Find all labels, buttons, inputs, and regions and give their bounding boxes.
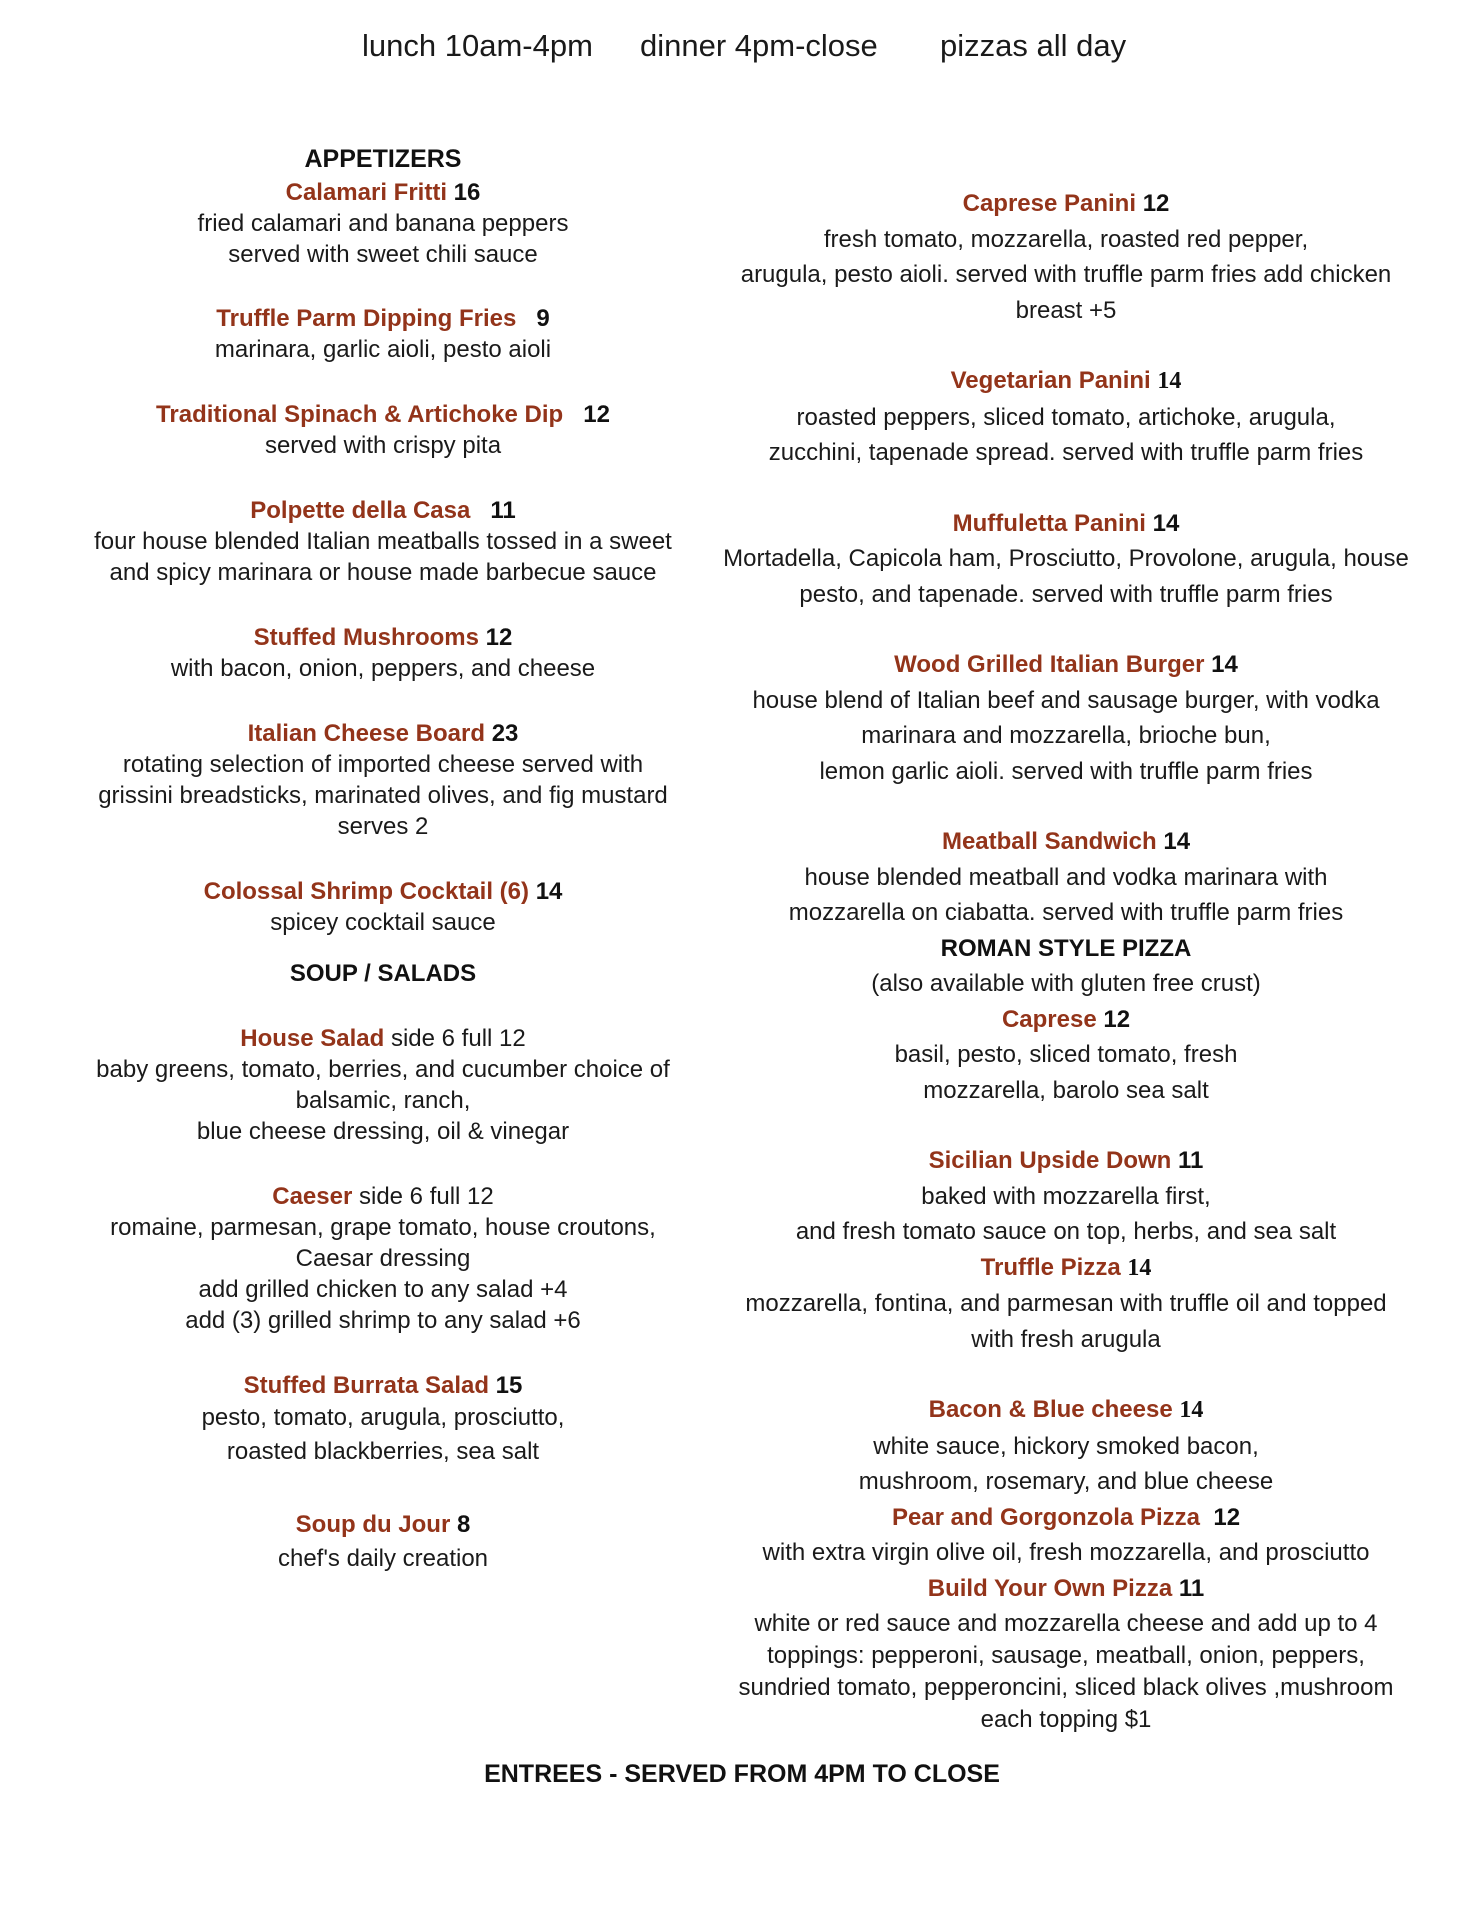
item-desc: romaine, parmesan, grape tomato, house croutons, [110,1214,656,1241]
item-name: Caeser [272,1183,353,1210]
item-price: 23 [491,720,519,747]
menu-item-soup-du-jour [78,1509,688,1577]
item-name: Polpette della Casa [250,497,471,524]
menu-item-meatball-sandwich [706,824,1426,931]
item-name: Muffuletta Panini [952,509,1146,537]
item-desc: four house blended Italian meatballs tossed in a sweet [94,528,672,555]
menu-item-calamari [78,177,688,270]
item-desc: chef's daily creation [277,1545,489,1572]
menu-item-vegetarian-panini [706,363,1426,471]
item-price: 12 [1103,1005,1131,1033]
item-desc: grissini breadsticks, marinated olives, and fig mustard [98,782,668,809]
item-price: 14 [1163,828,1191,855]
item-desc: spicey cocktail sauce [270,909,496,936]
item-name: Bacon & Blue cheese [928,1396,1173,1423]
menu-item-stuffed-mushrooms [78,622,688,684]
item-price: 12 [485,624,513,651]
item-desc: and spicy marinara or house made barbecue sauce [109,559,657,586]
item-desc: blue cheese dressing, oil & vinegar [196,1118,570,1145]
item-desc: sundried tomato, pepperoncini, sliced black olives ,mushroom [738,1674,1394,1701]
item-desc: mozzarella on ciabatta. served with truffle parm fries [788,899,1344,926]
item-price: 14 [1211,651,1238,678]
menu-item-fries [78,303,688,365]
item-desc: basil, pesto, sliced tomato, fresh [894,1041,1238,1068]
item-desc: mozzarella, barolo sea salt [923,1076,1209,1104]
item-desc: add (3) grilled shrimp to any salad +6 [185,1307,581,1334]
item-desc: breast +5 [1015,296,1117,324]
item-name: Stuffed Mushrooms [253,624,479,651]
item-price: side 6 full 12 [390,1025,526,1052]
item-desc: served with sweet chili sauce [228,241,538,268]
item-desc: baked with mozzarella first, [921,1182,1211,1210]
menu-item-caeser [78,1181,688,1336]
item-desc: balsamic, ranch, [295,1087,471,1114]
item-desc: rotating selection of imported cheese served with [122,751,644,778]
item-name: Pear and Gorgonzola Pizza [891,1503,1200,1531]
item-desc: and fresh tomato sauce on top, herbs, and sea salt [795,1218,1337,1245]
item-desc: roasted blackberries, sea salt [226,1438,540,1465]
item-desc: lemon garlic aioli. served with truffle parm fries [819,757,1313,785]
menu-item-caprese-pizza [706,1002,1426,1109]
item-desc: white or red sauce and mozzarella cheese and add up to 4 [754,1610,1378,1637]
entrees-heading: ENTREES - SERVED FROM 4PM TO CLOSE [484,1760,1000,1788]
item-name: Soup du Jour [295,1511,451,1538]
item-name: Wood Grilled Italian Burger [894,651,1205,678]
dinner-hours: dinner 4pm-close [640,28,878,63]
hours-bar [0,28,1484,78]
item-price: 14 [1157,368,1182,394]
item-desc: mushroom, rosemary, and blue cheese [858,1468,1274,1495]
item-desc: pesto, and tapenade. served with truffle parm fries [799,580,1333,608]
item-desc: fresh tomato, mozzarella, roasted red pepper, [823,225,1309,253]
item-desc: add grilled chicken to any salad +4 [198,1276,568,1303]
menu-item-muffuletta-panini [706,506,1426,613]
item-desc: marinara and mozzarella, brioche bun, [861,722,1271,749]
menu-item-pear-gorgonzola [706,1500,1426,1571]
menu-item-caprese-panini [706,186,1426,328]
gluten-free-note: (also available with gluten free crust) [871,970,1261,997]
item-name: Caprese [1001,1005,1097,1033]
item-desc: toppings: pepperoni, sausage, meatball, onion, peppers, [767,1642,1365,1669]
item-desc: Mortadella, Capicola ham, Prosciutto, Provolone, arugula, house [723,545,1409,572]
appetizers-heading: APPETIZERS [304,145,462,173]
item-desc: baby greens, tomato, berries, and cucumber choice of [96,1056,670,1083]
lunch-hours: lunch 10am-4pm [362,28,593,63]
item-price: 8 [456,1511,471,1538]
menu-item-spinach-dip [78,399,688,461]
pizza-hours: pizzas all day [940,28,1127,63]
item-price: 11 [1178,1147,1204,1174]
item-desc: zucchini, tapenade spread. served with truffle parm fries [768,439,1364,466]
item-desc: with fresh arugula [971,1325,1161,1353]
item-desc: marinara, garlic aioli, pesto aioli [214,336,552,363]
item-price: side 6 full 12 [358,1183,494,1210]
item-price: 12 [1142,190,1170,217]
item-name: Caprese Panini [962,190,1137,217]
item-name: Stuffed Burrata Salad [243,1372,489,1399]
item-name: Vegetarian Panini [950,367,1151,394]
item-name: Build Your Own Pizza [927,1574,1173,1602]
item-name: Traditional Spinach & Artichoke Dip [156,401,564,428]
item-desc: roasted peppers, sliced tomato, artichoke, arugula, [796,403,1336,431]
item-name: Meatball Sandwich [941,828,1157,855]
item-desc: with bacon, onion, peppers, and cheese [170,655,596,682]
item-desc: fried calamari and banana peppers [197,210,569,237]
item-price: 14 [1127,1254,1152,1281]
item-price: 12 [1213,1503,1241,1531]
item-desc: house blended meatball and vodka marinara with [804,863,1328,891]
menu-item-polpette [78,495,688,588]
right-column [706,186,1426,1736]
menu-item-shrimp-cocktail [78,876,688,938]
item-price: 11 [490,497,516,524]
menu-item-build-your-own [706,1571,1426,1737]
menu-item-bacon-blue-cheese [706,1392,1426,1500]
roman-pizza-heading: ROMAN STYLE PIZZA [940,934,1192,962]
item-price: 14 [535,878,563,905]
menu-item-italian-burger [706,647,1426,789]
item-desc: serves 2 [337,813,429,840]
item-name: Truffle Pizza [980,1253,1121,1281]
item-name: House Salad [240,1025,385,1052]
item-price: 14 [1152,509,1180,537]
menu-item-house-salad [78,1023,688,1147]
menu-item-sicilian-upside-down [706,1143,1426,1250]
item-price: 14 [1179,1397,1204,1423]
item-desc: white sauce, hickory smoked bacon, [873,1432,1259,1460]
item-price: 12 [583,401,610,428]
item-name: Calamari Fritti [285,179,447,206]
item-desc: house blend of Italian beef and sausage burger, with vodka [752,686,1380,714]
item-desc: served with crispy pita [264,432,502,459]
soup-salads-heading: SOUP / SALADS [289,960,477,987]
menu-item-burrata [78,1370,688,1469]
item-name: Italian Cheese Board [247,720,486,747]
item-name: Sicilian Upside Down [928,1147,1172,1174]
menu-item-truffle-pizza [706,1250,1426,1358]
item-desc: with extra virgin olive oil, fresh mozzarella, and prosciutto [762,1539,1370,1566]
item-price: 15 [495,1372,523,1399]
item-desc: pesto, tomato, arugula, prosciutto, [201,1404,565,1431]
item-desc: arugula, pesto aioli. served with truffle parm fries add chicken [740,261,1392,288]
item-desc: mozzarella, fontina, and parmesan with truffle oil and topped [745,1290,1387,1317]
item-price: 9 [536,305,550,332]
menu-item-cheese-board [78,718,688,842]
item-name: Truffle Parm Dipping Fries [216,305,517,332]
item-name: Colossal Shrimp Cocktail (6) [203,878,530,905]
left-column [78,144,688,1577]
item-price: 16 [453,179,481,206]
item-desc: each topping $1 [980,1706,1152,1733]
item-desc: Caesar dressing [295,1245,471,1272]
item-price: 11 [1178,1574,1205,1602]
